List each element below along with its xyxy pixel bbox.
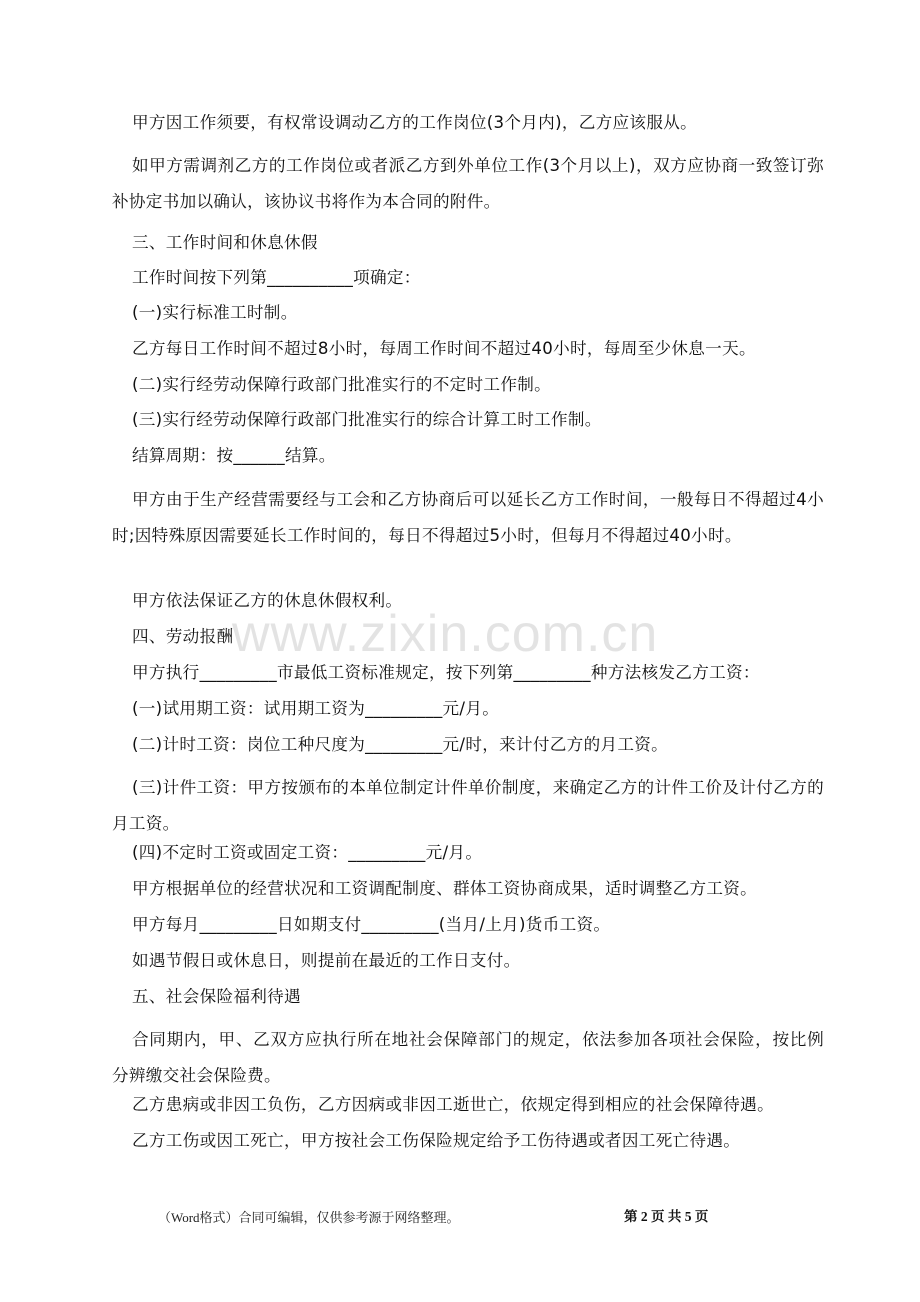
section-heading: 五、社会保险福利待遇	[132, 987, 301, 1006]
paragraph: (一)试用期工资：试用期工资为_________元/月。	[132, 699, 500, 718]
footer-note: （Word格式）合同可编辑，仅供参考源于网络整理。	[158, 1210, 460, 1225]
paragraph: (二)计时工资：岗位工种尺度为_________元/时，来计付乙方的月工资。	[132, 735, 669, 754]
paragraph: (二)实行经劳动保障行政部门批准实行的不定时工作制。	[132, 375, 551, 394]
paragraph: 甲方由于生产经营需要经与工会和乙方协商后可以延长乙方工作时间，一般每日不得超过4小时;因特殊原因需要延长工作时间的，每日不得超过5小时，但每月不得超过40小时。	[112, 490, 824, 545]
paragraph: 甲方因工作须要，有权常设调动乙方的工作岗位(3个月内)，乙方应该服从。	[132, 113, 698, 132]
paragraph: 甲方依法保证乙方的休息休假权利。	[132, 591, 403, 610]
section-heading: 三、工作时间和休息休假	[132, 233, 318, 252]
section-heading: 四、劳动报酬	[132, 627, 234, 646]
paragraph: 如遇节假日或休息日，则提前在最近的工作日支付。	[132, 951, 521, 970]
paragraph: 乙方患病或非因工负伤，乙方因病或非因工逝世亡，依规定得到相应的社会保障待遇。	[132, 1095, 774, 1114]
paragraph: (四)不定时工资或固定工资：_________元/月。	[132, 843, 483, 862]
paragraph: 结算周期：按______结算。	[132, 446, 336, 465]
page-number: 第 2 页 共 5 页	[624, 1209, 709, 1224]
paragraph: 甲方每月_________日如期支付_________(当月/上月)货币工资。	[132, 915, 611, 934]
paragraph: 工作时间按下列第__________项确定：	[132, 268, 421, 287]
paragraph: 如甲方需调剂乙方的工作岗位或者派乙方到外单位工作(3个月以上)，双方应协商一致签订弥补协定书加以确认，该协议书将作为本合同的附件。	[112, 156, 824, 211]
paragraph: (三)计件工资：甲方按颁布的本单位制定计件单价制度，来确定乙方的计件工价及计付乙方的月工资。	[112, 778, 824, 833]
paragraph: (三)实行经劳动保障行政部门批准实行的综合计算工时工作制。	[132, 410, 602, 429]
watermark: www.zixin.com.cn	[232, 605, 659, 663]
paragraph: 合同期内，甲、乙双方应执行所在地社会保障部门的规定，依法参加各项社会保险，按比例分辨缴交社会保险费。	[112, 1030, 824, 1085]
paragraph: 甲方执行_________市最低工资标准规定，按下列第_________种方法核发乙方工资：	[132, 663, 760, 682]
paragraph: 甲方根据单位的经营状况和工资调配制度、群体工资协商成果，适时调整乙方工资。	[132, 879, 758, 898]
paragraph: 乙方每日工作时间不超过8小时，每周工作时间不超过40小时，每周至少休息一天。	[132, 339, 756, 358]
paragraph: (一)实行标准工时制。	[132, 303, 298, 322]
paragraph: 乙方工伤或因工死亡，甲方按社会工伤保险规定给予工伤待遇或者因工死亡待遇。	[132, 1131, 741, 1150]
